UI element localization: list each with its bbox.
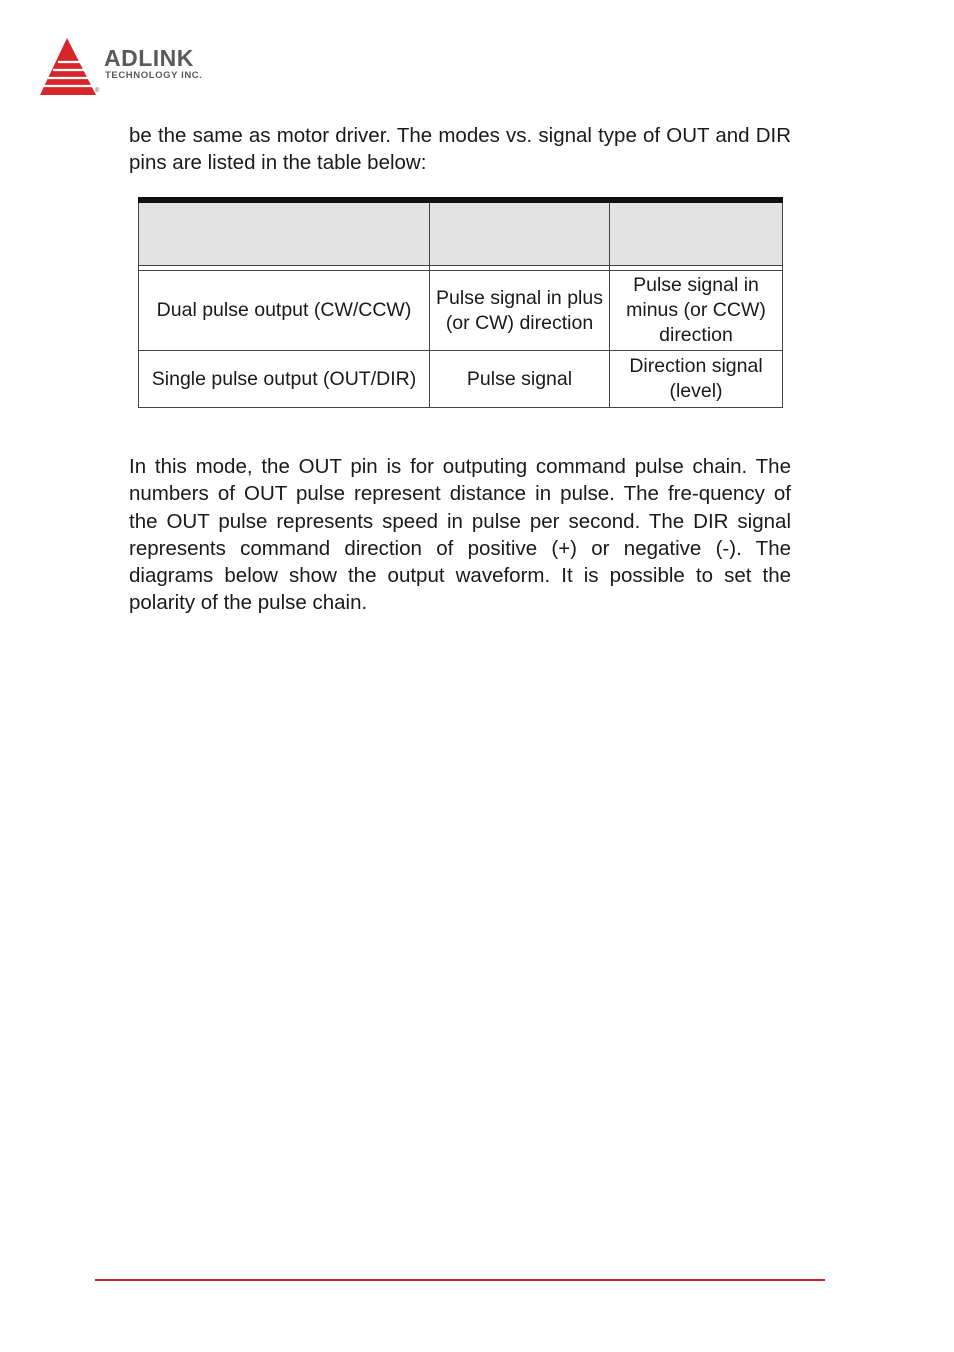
intro-paragraph: be the same as motor driver. The modes vs. signal type of OUT and DIR pins are listed in the table below: <box>129 124 791 175</box>
logo-text: ADLINK <box>104 45 194 71</box>
cell-out: Pulse signal <box>430 351 610 408</box>
table-header-row <box>139 200 783 266</box>
cell-dir: Pulse signal in minus (or CCW) direction <box>610 271 783 351</box>
cell-mode: Single pulse output (OUT/DIR) <box>139 351 430 408</box>
cell-mode: Dual pulse output (CW/CCW) <box>139 271 430 351</box>
adlink-triangle-logo-icon <box>38 36 102 98</box>
header-cell-dir <box>610 200 783 266</box>
registered-mark: ® <box>95 88 100 94</box>
modes-table <box>138 197 783 408</box>
logo-subtext: TECHNOLOGY INC. <box>105 70 203 81</box>
cell-dir: Direction signal (level) <box>610 351 783 408</box>
body-paragraph: In this mode, the OUT pin is for outputing command pulse chain. The numbers of OUT pulse represent distance in pulse. The fre-quency of the OUT pulse represents speed in pulse per second. The DIR signal represents command direction of positive (+) or negative (-). The diagrams below show the output waveform. It is possible to set the polarity of the pulse chain. <box>129 455 791 615</box>
cell-out: Pulse signal in plus (or CW) direction <box>430 271 610 351</box>
company-logo <box>38 36 238 98</box>
table-row <box>139 351 783 408</box>
table-row <box>139 271 783 351</box>
header-cell-mode <box>139 200 430 266</box>
header-cell-out <box>430 200 610 266</box>
footer-rule <box>95 1279 825 1281</box>
